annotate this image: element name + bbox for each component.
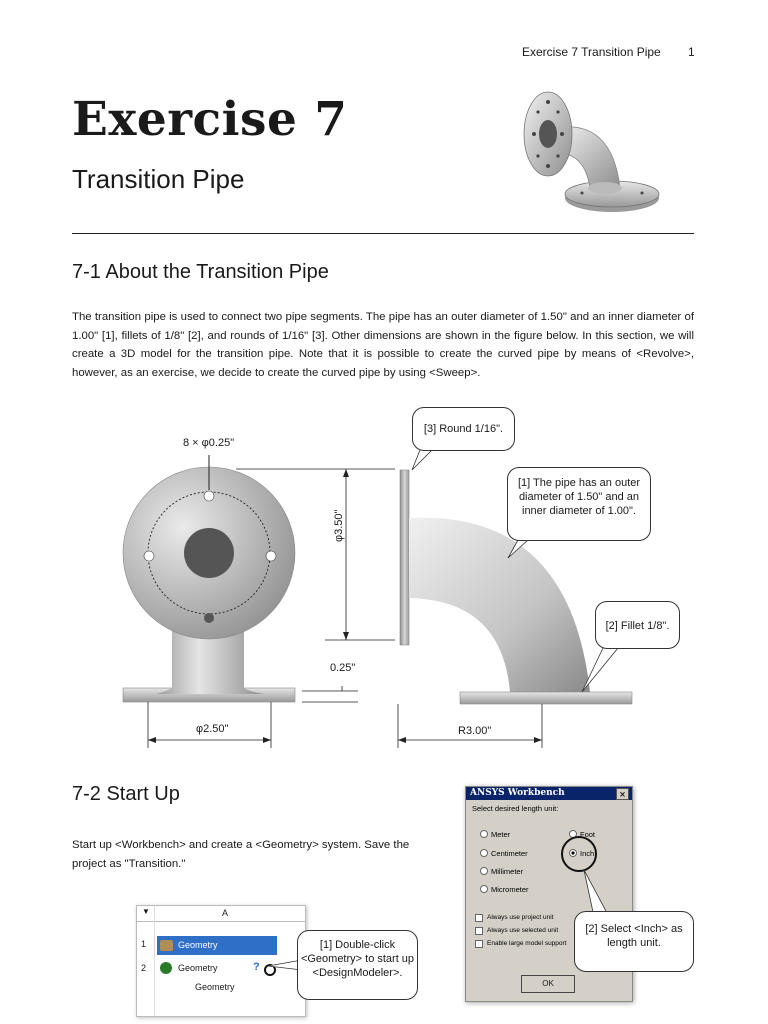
dim-thickness-label: 0.25" [330,662,356,674]
checkbox[interactable] [475,914,483,922]
radio-button[interactable] [480,849,488,857]
dim-base-diameter-label: φ2.50" [196,723,229,735]
radio-button[interactable] [480,885,488,893]
unit-label: Meter [491,830,511,839]
page-title: Exercise 7 [72,92,348,147]
highlight-circle [561,836,597,872]
ok-button[interactable]: OK [521,975,575,993]
unit-label: Inch [580,849,595,858]
checkbox[interactable] [475,940,483,948]
row-number: 2 [141,963,147,973]
page-number: 1 [688,45,695,59]
radio-button[interactable] [480,830,488,838]
running-header: Exercise 7 Transition Pipe [522,45,661,59]
geometry-system-title: Geometry [178,940,218,950]
dim-holes-label: 8 × φ0.25" [183,437,235,449]
section-heading-startup: 7-2 Start Up [72,783,180,805]
dialog-title-bar [466,787,632,800]
dim-height-label: φ3.50" [333,509,345,542]
callout-fillet: [2] Fillet 1/8". [595,601,680,649]
page-subtitle: Transition Pipe [72,164,245,194]
pipe-drawing [110,400,670,755]
unit-label: Foot [580,830,596,839]
checkbox[interactable] [475,927,483,935]
designmodeler-icon [160,962,172,974]
checkbox-label: Always use selected unit [487,927,559,934]
title-divider [72,233,694,234]
row-number: 1 [141,939,147,949]
geometry-block-icon [160,940,173,951]
geometry-cell-label: Geometry [178,963,218,973]
callout-round: [3] Round 1/16". [412,407,515,451]
callout-pipe-diameter: [1] The pipe has an outer diameter of 1.50" and an inner diameter of 1.00". [507,467,651,541]
radio-button[interactable] [480,867,488,875]
unit-label: Micrometer [491,885,529,894]
checkbox-label: Always use project unit [487,914,554,921]
geometry-system-header-row[interactable] [157,936,277,955]
system-footer-label: Geometry [195,982,235,992]
callout-select-inch: [2] Select <Inch> as length unit. [574,911,694,972]
startup-paragraph: Start up <Workbench> and create a <Geometry> system. Save the project as "Transition." [72,839,410,870]
dialog-title: ANSYS Workbench [470,788,565,798]
checkbox-label: Enable large model support [487,940,567,947]
callout-double-click: [1] Double-click <Geometry> to start up <DesignModeler>. [297,930,418,1000]
about-paragraph: The transition pipe is used to connect two pipe segments. The pipe has an outer diameter of 1.50" and an inner diameter of 1.00" [1], fillets of 1/8" [2], and rounds of 1/16" [3]. Other dimensions are shown in the figure below. In this section, we will create a 3D model for the transition pipe. Note that it is possible to create the curved pipe by means of <Revolve>, however, as an exercise, we decide to create the curved pipe by using <Sweep>. [72,311,694,379]
unit-label: Centimeter [491,849,528,858]
table-menu-arrow-icon[interactable]: ▼ [142,907,150,916]
close-icon[interactable]: × [616,788,629,800]
table-column-header: A [222,908,229,918]
dim-radius-label: R3.00" [458,725,492,737]
unit-label: Millimeter [491,867,524,876]
status-question-icon: ? [253,961,260,973]
section-heading-about: 7-1 About the Transition Pipe [72,261,329,283]
dialog-prompt: Select desired length unit: [472,804,559,813]
pipe-thumbnail [512,88,664,218]
